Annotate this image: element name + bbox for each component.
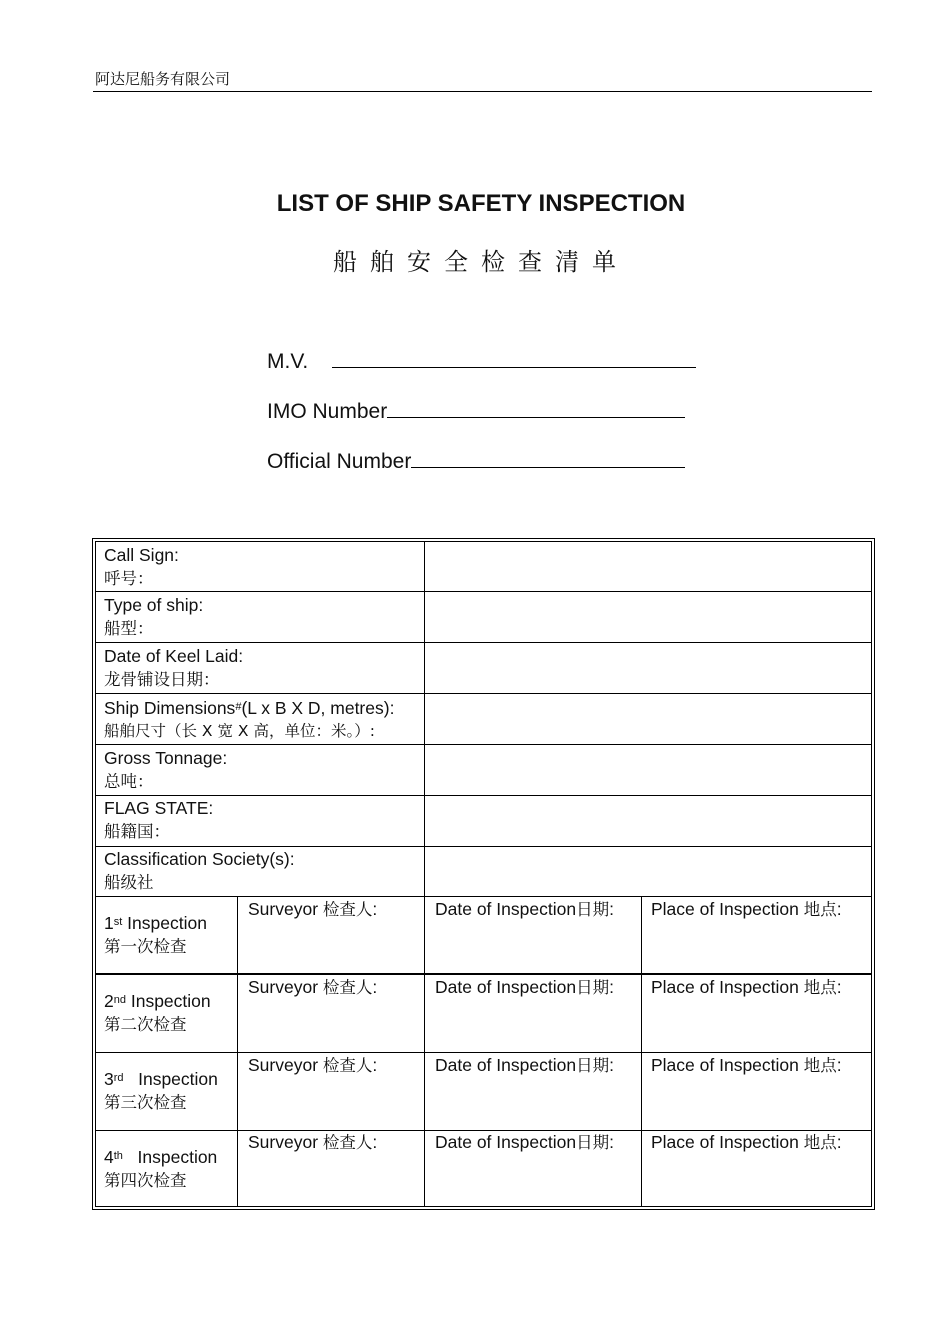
- mv-label: M.V.: [267, 350, 309, 373]
- company-name: 阿达尼船务有限公司: [95, 70, 231, 88]
- type-of-ship-value-cell[interactable]: [425, 592, 871, 642]
- inspection-3-date-cell[interactable]: Date of Inspection日期:: [435, 1055, 614, 1075]
- ship-dimensions-value-cell[interactable]: [425, 694, 871, 744]
- inspection-3-surveyor-cell[interactable]: Surveyor 检查人:: [248, 1055, 378, 1075]
- inspection-2-place-cell[interactable]: Place of Inspection 地点:: [651, 977, 842, 997]
- classification-society-value-cell[interactable]: [425, 847, 871, 896]
- inspection-3-place-cell[interactable]: Place of Inspection 地点:: [651, 1055, 842, 1075]
- inspection-4-date-cell[interactable]: Date of Inspection日期:: [435, 1132, 614, 1152]
- mv-blank-line[interactable]: [332, 349, 696, 368]
- inspection-1-label: 1st Inspection 第一次检查: [104, 913, 207, 956]
- inspection-2-date-cell[interactable]: Date of Inspection日期:: [435, 977, 614, 997]
- call-sign-value-cell[interactable]: [425, 542, 871, 591]
- column-divider: [641, 896, 642, 1207]
- call-sign-label: Call Sign: 呼号：: [104, 545, 179, 588]
- inspection-2-label: 2nd Inspection 第二次检查: [104, 991, 211, 1034]
- inspection-4-surveyor-cell[interactable]: Surveyor 检查人:: [248, 1132, 378, 1152]
- keel-laid-date-value-cell[interactable]: [425, 643, 871, 693]
- imo-number-blank-line[interactable]: [387, 399, 685, 418]
- gross-tonnage-label: Gross Tonnage: 总吨：: [104, 748, 228, 791]
- inspection-1-date-cell[interactable]: Date of Inspection日期:: [435, 899, 614, 919]
- imo-number-field[interactable]: [267, 399, 685, 424]
- header-divider: [93, 91, 872, 92]
- ship-dimensions-label: Ship Dimensions#(L x B X D, metres): 船舶尺寸（长 X 宽 X 高，单位：米。）:: [104, 698, 395, 740]
- row-divider: [95, 973, 872, 975]
- inspection-2-surveyor-cell[interactable]: Surveyor 检查人:: [248, 977, 378, 997]
- inspection-4-place-cell[interactable]: Place of Inspection 地点:: [651, 1132, 842, 1152]
- flag-state-label: FLAG STATE: 船籍国：: [104, 798, 214, 841]
- inspection-4-label: 4th Inspection 第四次检查: [104, 1147, 218, 1190]
- official-number-field[interactable]: [267, 449, 685, 474]
- row-divider: [95, 896, 872, 897]
- inspection-3-label: 3rd Inspection 第三次检查: [104, 1069, 218, 1112]
- type-of-ship-label: Type of ship: 船型：: [104, 595, 204, 638]
- official-number-label: Official Number: [267, 450, 412, 473]
- page-title-chinese: 船舶安全检查清单: [333, 248, 629, 276]
- classification-society-label: Classification Society(s): 船级社: [104, 849, 295, 892]
- official-number-blank-line[interactable]: [411, 449, 685, 468]
- imo-number-label: IMO Number: [267, 400, 388, 423]
- keel-laid-date-label: Date of Keel Laid: 龙骨铺设日期：: [104, 646, 244, 689]
- column-divider: [237, 896, 238, 1207]
- gross-tonnage-value-cell[interactable]: [425, 745, 871, 795]
- flag-state-value-cell[interactable]: [425, 796, 871, 846]
- mv-field[interactable]: [267, 349, 696, 374]
- inspection-1-place-cell[interactable]: Place of Inspection 地点:: [651, 899, 842, 919]
- row-divider: [95, 1052, 872, 1053]
- page-title: LIST OF SHIP SAFETY INSPECTION: [276, 190, 686, 217]
- inspection-1-surveyor-cell[interactable]: Surveyor 检查人:: [248, 899, 378, 919]
